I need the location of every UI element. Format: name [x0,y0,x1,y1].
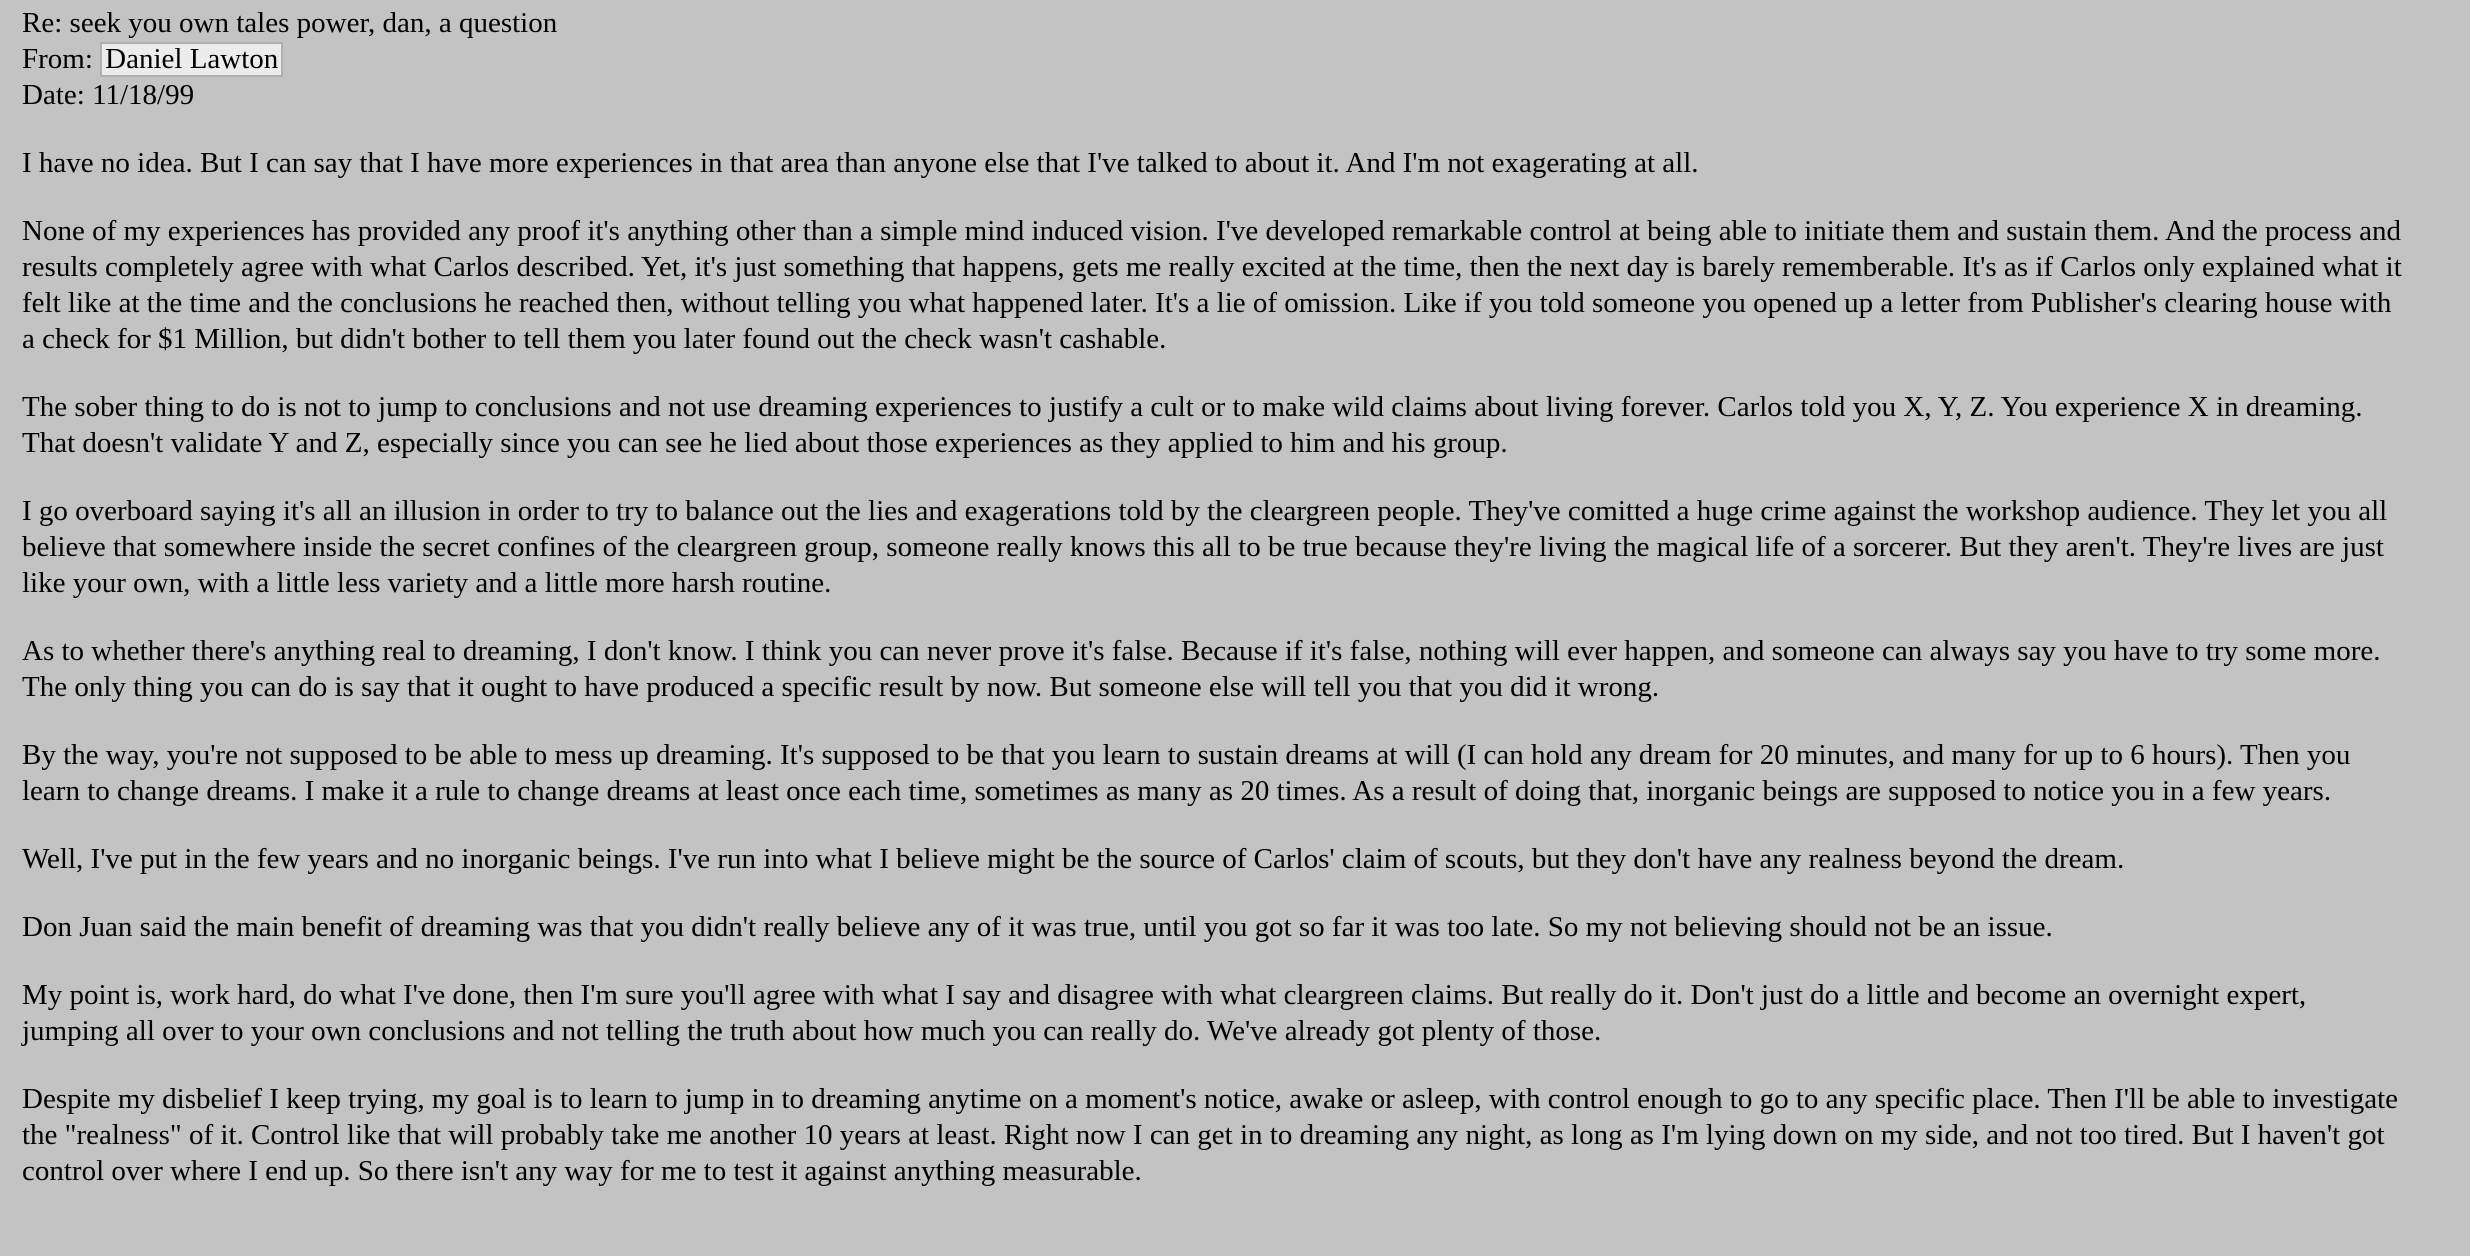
message-page [22,5,2402,1221]
body-paragraph: Well, I've put in the few years and no inorganic beings. I've run into what I believe might be the source of Carlos' claim of scouts, but they don't have any realness beyond the dream. [22,843,2125,875]
body-paragraph: I have no idea. But I can say that I have more experiences in that area than anyone else that I've talked to about it. And I'm not exagerating at all. [22,147,1699,179]
body-paragraph: I go overboard saying it's all an illusion in order to try to balance out the lies and exagerations told by the cleargreen people. They've comitted a huge crime against the workshop audience. They let you all believe that somewhere inside the secret confines of the cleargreen group, someone really knows this all to be true because they're living the magical life of a sorcerer. But they aren't. They're lives are just like your own, with a little less variety and a little more harsh routine. [22,495,2388,599]
date-label: Date: [22,79,85,111]
body-paragraph: None of my experiences has provided any proof it's anything other than a simple mind induced vision. I've developed remarkable control at being able to initiate them and sustain them. And the process and results completely agree with what Carlos described. Yet, it's just something that happens, gets me really excited at the time, then the next day is barely rememberable. It's as if Carlos only explained what it felt like at the time and the conclusions he reached then, without telling you what happened later. It's a lie of omission. Like if you told someone you opened up a letter from Publisher's clearing house with a check for $1 Million, but didn't bother to tell them you later found out the check wasn't cashable. [22,215,2402,355]
subject-text: seek you own tales power, dan, a question [69,7,558,39]
body-paragraph: The sober thing to do is not to jump to conclusions and not use dreaming experiences to justify a cult or to make wild claims about living forever. Carlos told you X, Y, Z. You experience X in dreaming. That doesn't validate Y and Z, especially since you can see he lied about those experiences as they applied to him and his group. [22,391,2363,459]
message-body [22,145,2402,1189]
date-line [22,77,2402,113]
from-line [22,41,2402,77]
body-paragraph: By the way, you're not supposed to be able to mess up dreaming. It's supposed to be that you learn to sustain dreams at will (I can hold any dream for 20 minutes, and many for up to 6 hours). Then you learn to change dreams. I make it a rule to change dreams at least once each time, sometimes as many as 20 times. As a result of doing that, inorganic beings are supposed to notice you in a few years. [22,739,2351,807]
body-paragraph: Despite my disbelief I keep trying, my goal is to learn to jump in to dreaming anytime on a moment's notice, awake or asleep, with control enough to go to any specific place. Then I'll be able to investigate the "realness" of it. Control like that will probably take me another 10 years at least. Right now I can get in to dreaming any night, as long as I'm lying down on my side, and not too tired. But I haven't got control over where I end up. So there isn't any way for me to test it against anything measurable. [22,1083,2399,1187]
subject-label: Re: [22,7,63,39]
from-label: From: [22,43,93,75]
message-header [22,5,2402,113]
body-paragraph: Don Juan said the main benefit of dreaming was that you didn't really believe any of it was true, until you got so far it was too late. So my not believing should not be an issue. [22,911,2053,943]
body-paragraph: My point is, work hard, do what I've done, then I'm sure you'll agree with what I say and disagree with what cleargreen claims. But really do it. Don't just do a little and become an overnight expert, jumping all over to your own conclusions and not telling the truth about how much you can really do. We've already got plenty of those. [22,979,2307,1047]
subject-line [22,5,2402,41]
date-text: 11/18/99 [92,79,195,111]
body-paragraph: As to whether there's anything real to dreaming, I don't know. I think you can never prove it's false. Because if it's false, nothing will ever happen, and someone can always say you have to try some more. The only thing you can do is say that it ought to have produced a specific result by now. But someone else will tell you that you did it wrong. [22,635,2381,703]
author-link[interactable]: Daniel Lawton [100,42,283,77]
